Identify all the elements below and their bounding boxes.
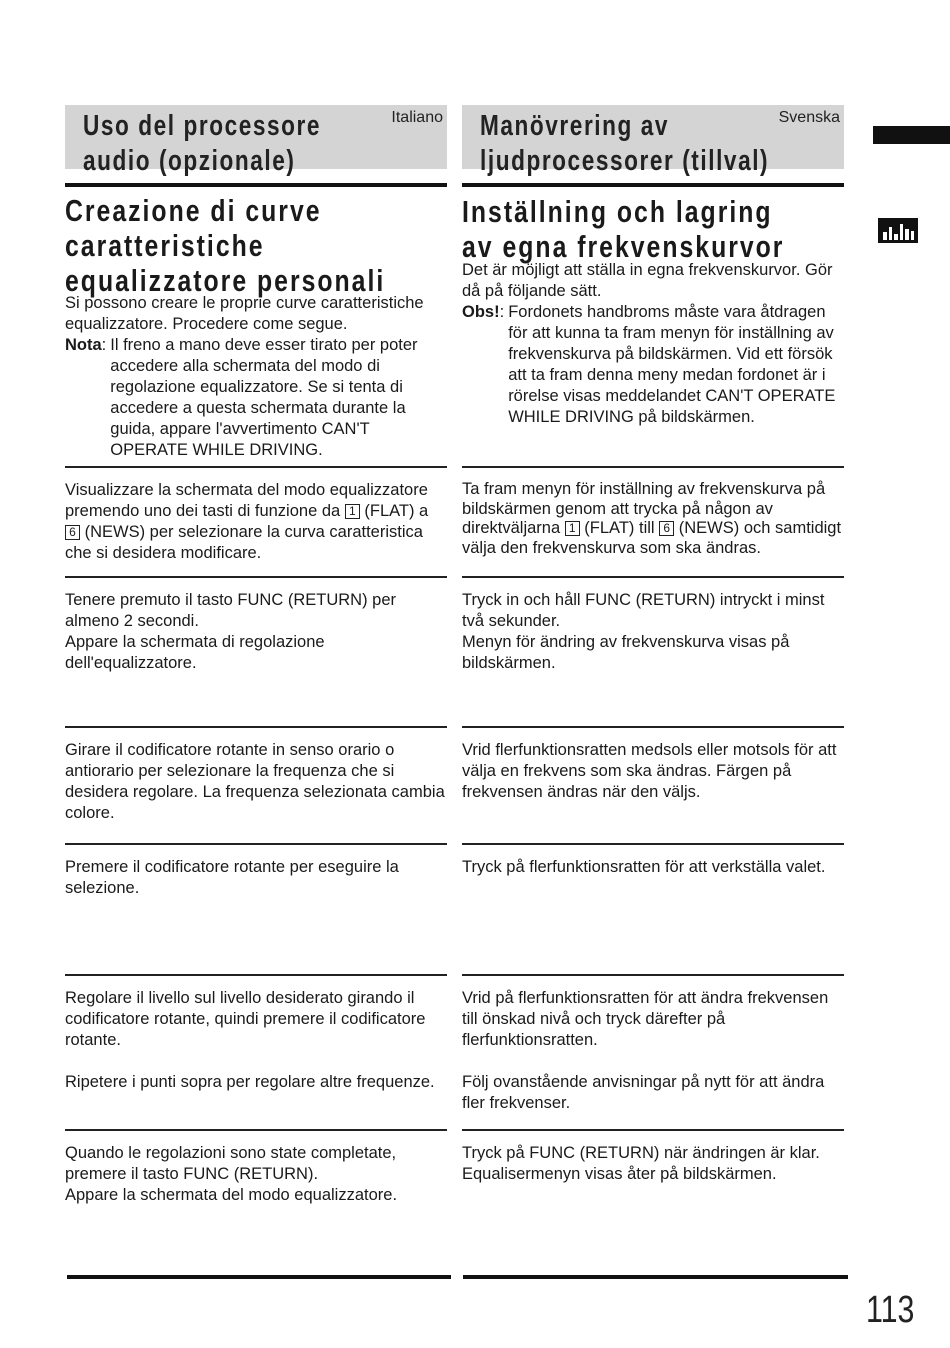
step-3 <box>65 726 447 824</box>
swedish-column <box>462 105 844 1183</box>
step-6 <box>65 1129 447 1206</box>
preset-key-6: 6 <box>659 521 674 536</box>
step-4-text: Premere il codificatore rotante per eseguire la selezione. <box>65 858 399 897</box>
preset-key-1: 1 <box>565 521 580 536</box>
header-title-line1: Manövrering av <box>480 110 670 142</box>
step-4 <box>462 843 844 878</box>
bottom-divider-right <box>463 1275 848 1279</box>
step-6-text: Tryck på FUNC (RETURN) när ändringen är klar. <box>462 1144 820 1162</box>
note-label: Nota: <box>65 336 107 354</box>
step-1 <box>462 466 844 558</box>
section-title <box>462 194 785 264</box>
note-text: Il freno a mano deve esser tirato per poter accedere alla schermata del modo di regolazione equalizzatore. Se si tenta di accedere a questa schermata durante la guida, appare l'avvertimento CAN'T OPERATE WHILE DRIVING. <box>110 336 418 459</box>
header-title-line1: Uso del processore <box>83 110 322 142</box>
header-title-line2: audio (opzionale) <box>83 145 296 177</box>
language-label: Svenska <box>778 109 840 126</box>
step-5-text: Regolare il livello sul livello desiderato girando il codificatore rotante, quindi premere il codificatore rotante. <box>65 989 426 1049</box>
italian-column <box>65 105 447 1204</box>
preset-key-6: 6 <box>65 525 80 540</box>
header-divider <box>462 183 844 187</box>
title-line2: av egna frekvenskurvor <box>462 229 785 264</box>
step-5 <box>65 974 447 1093</box>
step-1-text: Ta fram menyn för inställning av frekvenskurva på bildskärmen genom att trycka på någon av direktväljarna 1 (FLAT) till 6 (NEWS) och samtidigt välja den frekvenskurva som ska ändras. <box>462 480 842 557</box>
section-header <box>462 105 844 177</box>
step-5-repeat: Följ ovanstående anvisningar på nytt för att ändra fler frekvenser. <box>462 1073 825 1112</box>
header-divider <box>65 183 447 187</box>
section-header <box>65 105 447 177</box>
equalizer-icon <box>878 218 918 243</box>
title-line3: equalizzatore personali <box>65 263 386 298</box>
title-line1: Creazione di curve <box>65 193 322 228</box>
step-6-result: Equalisermenyn visas åter på bildskärmen. <box>462 1165 777 1183</box>
title-line1: Inställning och lagring <box>462 194 773 229</box>
step-4-text: Tryck på flerfunktionsratten för att verkställa valet. <box>462 858 826 876</box>
preset-key-1: 1 <box>345 504 360 519</box>
step-6-text: Quando le regolazioni sono state completate, premere il tasto FUNC (RETURN). <box>65 1144 397 1183</box>
step-2-text: Tryck in och håll FUNC (RETURN) intryckt i minst två sekunder. <box>462 591 825 630</box>
section-title <box>65 193 386 298</box>
step-2-result: Menyn för ändring av frekvenskurva visas på bildskärmen. <box>462 633 790 672</box>
step-2-result: Appare la schermata di regolazione dell'equalizzatore. <box>65 633 325 672</box>
note <box>462 302 844 428</box>
step-4 <box>65 843 447 899</box>
step-5 <box>462 974 844 1114</box>
step-1-text: Visualizzare la schermata del modo equalizzatore premendo uno dei tasti di funzione da 1 (FLAT) a 6 (NEWS) per selezionare la curva caratteristica che si desidera modificare. <box>65 481 429 562</box>
bottom-divider-left <box>67 1275 451 1279</box>
step-5-text: Vrid på flerfunktionsratten för att ändra frekvensen till önskad nivå och tryck därefter på flerfunktionsratten. <box>462 989 829 1049</box>
step-6-result: Appare la schermata del modo equalizzatore. <box>65 1186 398 1204</box>
intro-text: Si possono creare le proprie curve caratteristiche equalizzatore. Procedere come segue. <box>65 294 424 333</box>
step-6 <box>462 1129 844 1185</box>
step-5-repeat: Ripetere i punti sopra per regolare altre frequenze. <box>65 1073 435 1091</box>
page-number: 113 <box>866 1289 915 1331</box>
section-tab-icon <box>873 126 950 144</box>
intro-text: Det är möjligt att ställa in egna frekvenskurvor. Gör då på följande sätt. <box>462 261 833 300</box>
note-label: Obs!: <box>462 303 505 321</box>
step-2 <box>462 576 844 674</box>
step-3 <box>462 726 844 803</box>
language-label: Italiano <box>391 109 443 126</box>
header-title-line2: ljudprocessorer (tillval) <box>480 145 770 177</box>
step-2 <box>65 576 447 674</box>
step-3-text: Girare il codificatore rotante in senso orario o antiorario per selezionare la frequenza che si desidera regolare. La frequenza selezionata cambia colore. <box>65 741 445 822</box>
step-2-text: Tenere premuto il tasto FUNC (RETURN) per almeno 2 secondi. <box>65 591 396 630</box>
step-3-text: Vrid flerfunktionsratten medsols eller motsols för att välja en frekvens som ska ändras. Färgen på frekvensen ändras när den väljs. <box>462 741 837 801</box>
title-line2: caratteristiche <box>65 228 265 263</box>
step-1 <box>65 466 447 564</box>
note <box>65 335 447 461</box>
note-text: Fordonets handbroms måste vara åtdragen för att kunna ta fram menyn för inställning av frekvenskurva på bildskärmen. Vid ett försök att ta fram denna meny medan fordonet är i rörelse visas meddelandet CAN'T OPERATE WHILE DRIVING på bildskärmen. <box>508 303 836 426</box>
